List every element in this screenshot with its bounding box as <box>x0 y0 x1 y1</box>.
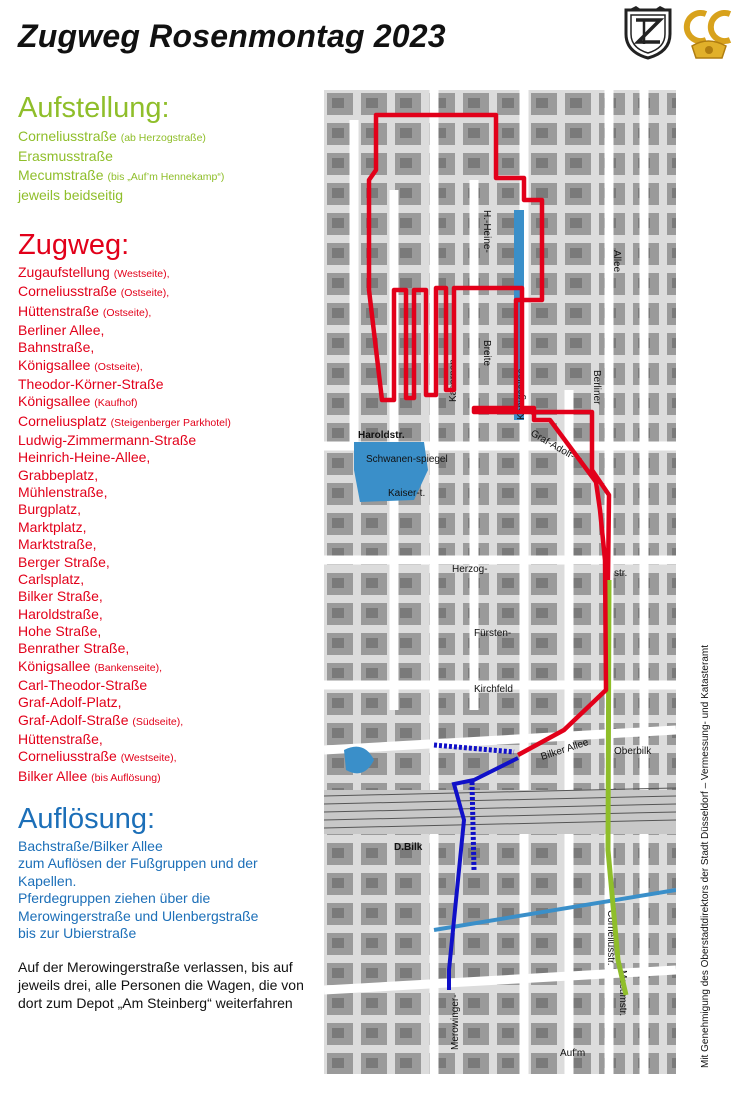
zugweg-item: Haroldstraße, <box>18 605 103 622</box>
zugweg-item: Heinrich-Heine-Allee, <box>18 449 151 466</box>
map-label: Kaiser-t. <box>388 488 426 499</box>
map-label: Herzog- <box>452 564 488 575</box>
map-label: Schwanen-spiegel <box>366 454 448 465</box>
map-label: D.Bilk <box>394 842 423 853</box>
zugweg-item: Hüttenstraße, <box>18 730 103 747</box>
aufstellung-item: jeweils beidseitig <box>18 187 124 204</box>
zugweg-item: Corneliusstraße (Ostseite), <box>18 283 170 300</box>
map-label: Berliner <box>591 370 602 405</box>
zugweg-item: Bahnstraße, <box>18 339 95 356</box>
zugweg-item: Graf-Adolf-Platz, <box>18 694 122 711</box>
zugweg-item: Carl-Theodor-Straße <box>18 676 148 693</box>
zugweg-item: Königsallee (Kaufhof) <box>18 393 138 410</box>
map-label: Bilker Allee <box>539 737 590 763</box>
map-label: str. <box>614 568 628 579</box>
aufloesung-list <box>18 838 258 942</box>
zugweg-item: Königsallee (Bankenseite), <box>18 657 162 674</box>
zugweg-item: Berger Straße, <box>18 553 110 570</box>
route-map <box>324 90 676 1074</box>
zugweg-item: Graf-Adolf-Straße (Südseite), <box>18 711 184 728</box>
map-label: Auf'm <box>560 1048 586 1059</box>
permission-note: Mit Genehmigung des Oberstadtdirektors der Stadt Düsseldorf – Vermessung- und Katasteramt <box>700 645 711 1068</box>
zugweg-list <box>18 264 231 787</box>
aufloesung-item: Pferdegruppen ziehen über die <box>18 890 211 907</box>
zugweg-item: Grabbeplatz, <box>18 466 99 483</box>
zugweg-item: Theodor-Körner-Straße <box>18 376 164 393</box>
zugweg-item: Carlsplatz, <box>18 570 85 587</box>
zugweg-item: Zugaufstellung (Westseite), <box>18 264 170 280</box>
map-label: Corneliusstr. <box>605 910 616 966</box>
map-label: H.-Heine- <box>481 210 492 253</box>
railway-tracks <box>324 790 676 834</box>
map-label: Kasernen- <box>448 355 459 402</box>
aufloesung-item: bis zur Ubierstraße <box>18 925 137 942</box>
aufloesung-item: Merowingerstraße und Ulenbergstraße <box>18 907 259 924</box>
aufstellung-item: Erasmusstraße <box>18 148 113 165</box>
zugweg-item: Marktplatz, <box>18 518 87 535</box>
zugweg-item: Bilker Allee (bis Auflösung) <box>18 767 161 784</box>
aufstellung-item: Corneliusstraße (ab Herzogstraße) <box>18 128 206 144</box>
zugweg-item: Berliner Allee, <box>18 322 105 339</box>
cc-crest-logo <box>678 6 740 60</box>
page-title: Zugweg Rosenmontag 2023 <box>18 18 446 54</box>
zugweg-item: Hüttenstraße (Ostseite), <box>18 302 152 319</box>
zugweg-item: Mühlenstraße, <box>18 484 108 501</box>
zugweg-item: Bilker Straße, <box>18 588 103 605</box>
map-label: Oberbilk <box>614 746 652 757</box>
map-label: Königsallee <box>516 368 527 420</box>
map-label: Allee <box>611 250 622 273</box>
map-label: Breite <box>481 340 492 367</box>
zugweg-heading: Zugweg: <box>18 229 130 261</box>
zugweg-item: Marktstraße, <box>18 536 97 553</box>
zugweg-item: Ludwig-Zimmermann-Straße <box>18 432 197 449</box>
zugweg-item: Benrather Straße, <box>18 640 130 657</box>
map-label: Mecumstr. <box>617 970 628 1017</box>
map-label: Fürsten- <box>474 628 512 639</box>
zugweg-item: Königsallee (Ostseite), <box>18 356 143 373</box>
aufloesung-item: Bachstraße/Bilker Allee <box>18 838 163 854</box>
zugweg-item: Corneliusplatz (Steigenberger Parkhotel) <box>18 412 231 429</box>
map-label: Merowinger- <box>450 994 461 1050</box>
map-label: Graf-Adolf- <box>528 428 577 463</box>
zl-crest-logo <box>622 6 674 60</box>
map-label: Kirchfeld <box>474 684 513 695</box>
map-background <box>324 90 676 1074</box>
aufloesung-heading: Auflösung: <box>18 803 156 835</box>
aufstellung-list <box>18 127 224 205</box>
aufloesung-item: Kapellen. <box>18 872 77 889</box>
map-label: Haroldstr. <box>358 430 405 441</box>
aufstellung-heading: Aufstellung: <box>18 92 170 124</box>
aufstellung-item: Mecumstraße (bis „Auf’m Hennekamp“) <box>18 166 225 183</box>
zugweg-item: Hohe Straße, <box>18 622 102 639</box>
zugweg-item: Corneliusstraße (Westseite), <box>18 748 177 765</box>
depot-note: Auf der Merowingerstraße verlassen, bis auf jeweils drei, alle Personen die Wagen, die von dort zum Depot „Am Steinberg“ weiterfahren <box>18 959 304 1011</box>
zugweg-item: Burgplatz, <box>18 501 82 518</box>
aufloesung-item: zum Auflösen der Fußgruppen und der <box>18 855 258 872</box>
